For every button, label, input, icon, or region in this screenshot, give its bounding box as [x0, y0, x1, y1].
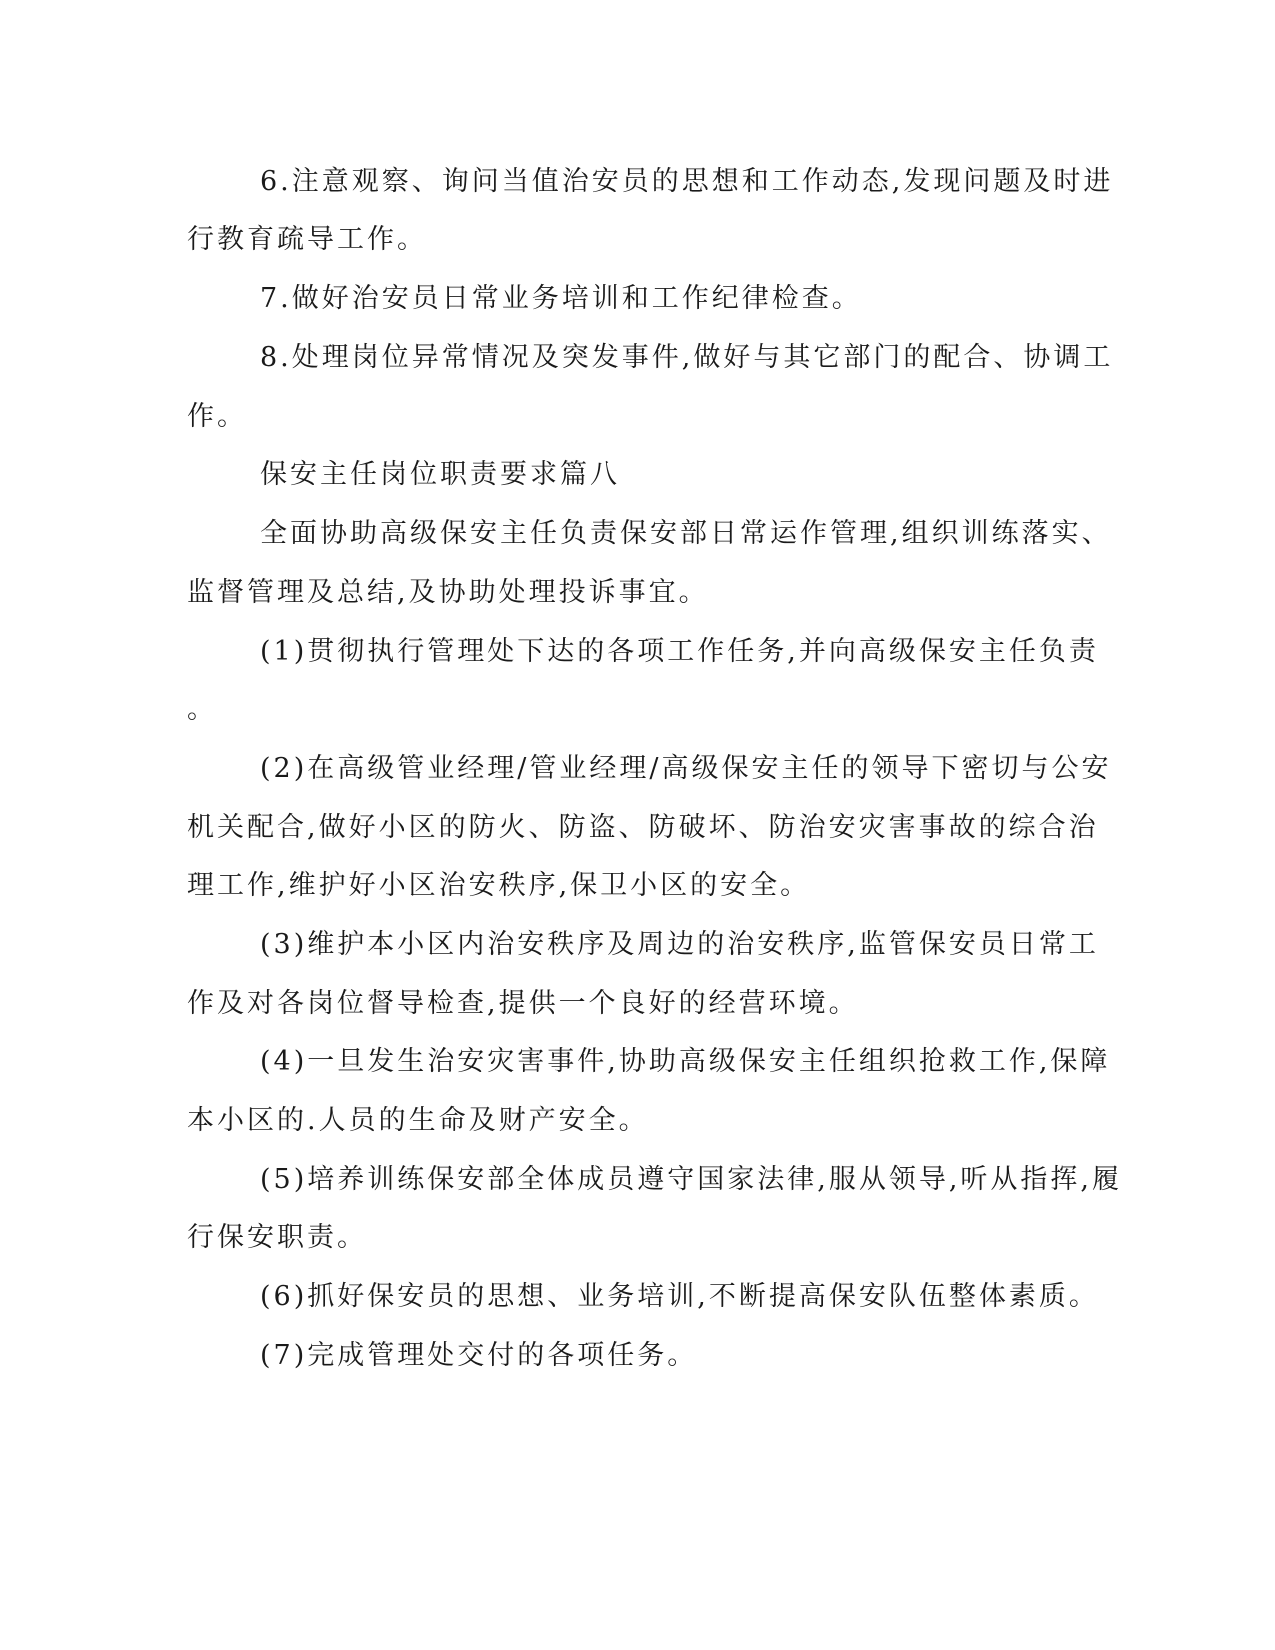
intro-paragraph-line-1: 全面协助高级保安主任负责保安部日常运作管理,组织训练落实、	[260, 518, 1112, 549]
paragraph-item-8-line-2: 作。	[187, 401, 247, 432]
paragraph-item-8-line-1: 8.处理岗位异常情况及突发事件,做好与其它部门的配合、协调工	[260, 342, 1114, 373]
paragraph-item-7: 7.做好治安员日常业务培训和工作纪律检查。	[260, 283, 862, 314]
duty-7: (7)完成管理处交付的各项任务。	[260, 1340, 698, 1371]
duty-1-line-1: (1)贯彻执行管理处下达的各项工作任务,并向高级保安主任负责	[260, 636, 1099, 667]
paragraph-item-6-line-2: 行教育疏导工作。	[187, 224, 427, 255]
duty-2-line-1: (2)在高级管业经理/管业经理/高级保安主任的领导下密切与公安	[260, 753, 1112, 784]
duty-2-line-3: 理工作,维护好小区治安秩序,保卫小区的安全。	[187, 870, 811, 901]
duty-6: (6)抓好保安员的思想、业务培训,不断提高保安队伍整体素质。	[260, 1281, 1099, 1312]
duty-3-line-1: (3)维护本小区内治安秩序及周边的治安秩序,监管保安员日常工	[260, 929, 1099, 960]
paragraph-item-6-line-1: 6.注意观察、询问当值治安员的思想和工作动态,发现问题及时进	[260, 166, 1114, 197]
duty-4-line-2: 本小区的.人员的生命及财产安全。	[187, 1105, 649, 1136]
duty-2-line-2: 机关配合,做好小区的防火、防盗、防破坏、防治安灾害事故的综合治	[187, 812, 1099, 843]
intro-paragraph-line-2: 监督管理及总结,及协助处理投诉事宜。	[187, 577, 709, 608]
section-heading: 保安主任岗位职责要求篇八	[260, 459, 620, 490]
duty-3-line-2: 作及对各岗位督导检查,提供一个良好的经营环境。	[187, 988, 859, 1019]
duty-1-line-2: 。	[187, 694, 217, 725]
duty-5-line-1: (5)培养训练保安部全体成员遵守国家法律,服从领导,听从指挥,履	[260, 1164, 1122, 1195]
duty-5-line-2: 行保安职责。	[187, 1222, 367, 1253]
duty-4-line-1: (4)一旦发生治安灾害事件,协助高级保安主任组织抢救工作,保障	[260, 1046, 1111, 1077]
